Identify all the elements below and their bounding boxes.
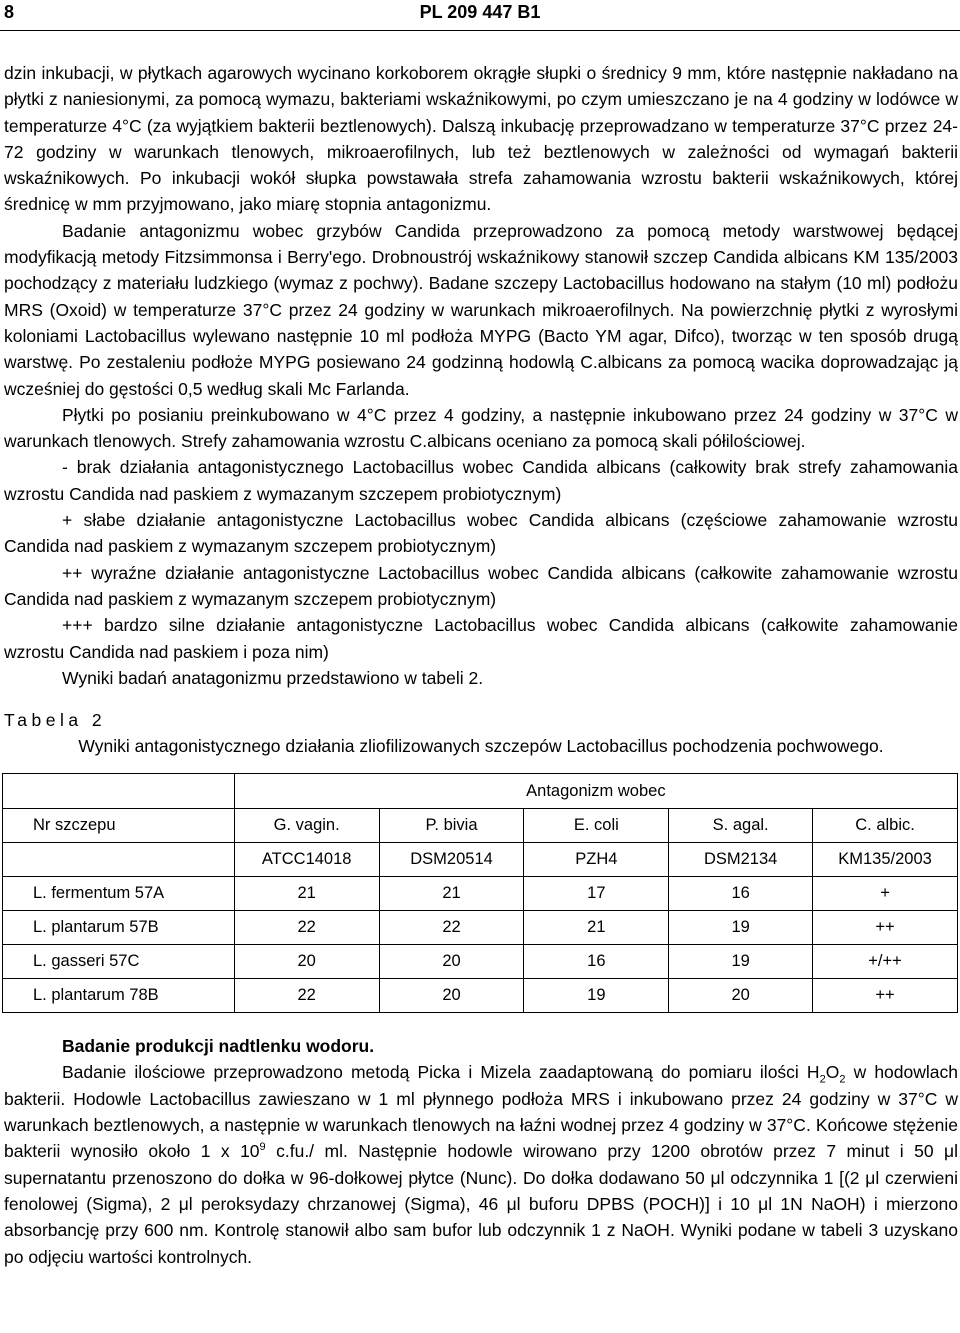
table-cell: 22 [234,979,379,1013]
strain-header: KM135/2003 [813,843,958,877]
table-cell: 17 [524,877,669,911]
text-segment: Badanie ilościowe przeprowadzono metodą Picka i Mizela zaadaptowaną do pomiaru ilości H [62,1062,820,1083]
strain-name: L. fermentum 57A [3,877,235,911]
paragraph-preincubation: Płytki po posianiu preinkubowano w 4°C przez 4 godziny, a następnie inkubowano przez 24 godziny w 37°C w warunkach tlenowych. Strefy zahamowania wzrostu C.albicans oceniano za pomocą skali półilościowej. [4,404,958,452]
table-cell: + [813,877,958,911]
table-group-row [3,774,958,809]
table-cell: 19 [669,911,813,945]
group-header: Antagonizm wobec [234,774,957,809]
table-cell: 16 [669,877,813,911]
strain-header: PZH4 [524,843,669,877]
table-cell: 16 [524,945,669,979]
page-header [0,0,960,31]
table-caption: Wyniki antagonistycznego działania zliofilizowanych szczepów Lactobacillus pochodzenia pochwowego. [78,736,884,757]
table-row [3,979,958,1013]
col-label: Nr szczepu [3,809,235,843]
paragraph-results-ref: Wyniki badań anatagonizmu przedstawiono w tabeli 2. [62,667,484,688]
table-cell: ++ [813,911,958,945]
table-cell: +/++ [813,945,958,979]
subscript: 2 [839,1073,846,1086]
table-cell: 20 [379,979,524,1013]
section-heading: Badanie produkcji nadtlenku wodoru. [62,1036,375,1057]
patent-number: PL 209 447 B1 [419,2,541,22]
page-number: 8 [4,2,15,22]
scale-item-none: - brak działania antagonistycznego Lactobacillus wobec Candida albicans (całkowity brak strefy zahamowania wzrostu Candida nad paskiem z wymazanym szczepem probiotycznym) [4,457,958,504]
table-cell: ++ [813,979,958,1013]
paragraph-incubation: dzin inkubacji, w płytkach agarowych wycinano korkoborem okrągłe słupki o średnicy 9 mm, które następnie nakładano na płytki z naniesionymi, za pomocą wymazu, bakteriami wskaźnikowymi, po czym umieszczano je na 4 godziny w lodówce w temperaturze 4°C (za wyjątkiem bakterii beztlenowych). Dalszą inkubację przeprowadzano w temperaturze 37°C przez 24-72 godziny w warunkach tlenowych, mikroaerofilnych, lub też beztlenowych w zależności od wymagań bakterii wskaźnikowych. Po inkubacji wokół słupka powstawała strefa zahamowania wzrostu bakterii wskaźnikowych, której średnicę w mm przyjmowano, jako miarę stopnia antagonizmu. [4,63,958,215]
table-cell: 21 [234,877,379,911]
organism-header: P. bivia [379,809,524,843]
table-title: Tabela 2 [4,710,107,731]
organism-header: G. vagin. [234,809,379,843]
superscript: 9 [259,1141,266,1154]
table-row [3,877,958,911]
strain-header: ATCC14018 [234,843,379,877]
subscript: 2 [819,1073,826,1086]
table-cell: 21 [524,911,669,945]
strain-name: L. plantarum 78B [3,979,235,1013]
text-segment: w hodowlach bakterii. Hodowle Lactobacillus zawieszano w 1 ml płynnego podłoża MRS i inkubowano przez 24 godziny w 37°C w warunkach beztlenowych, a następnie w warunkach tlenowych na łaźni wodnej przez 4 godziny w 37°C. Końcowe stężenie bakterii wynosiło około 1 x 10 [4,1062,958,1162]
table-corner-cell [3,774,235,809]
results-table [2,773,958,1013]
table-cell: 22 [234,911,379,945]
table-cell: 20 [379,945,524,979]
table-cell: 19 [669,945,813,979]
table-cell: 21 [379,877,524,911]
strain-name: L. gasseri 57C [3,945,235,979]
text-segment: O [825,1062,840,1083]
paragraph-candida-method: Badanie antagonizmu wobec grzybów Candida przeprowadzono za pomocą metody warstwowej będącej modyfikacją metody Fitzsimmonsa i Berry'ego. Drobnoustrój wskaźnikowy stanowił szczep Candida albicans KM 135/2003 pochodzący z materiału ludzkiego (wymaz z pochwy). Badane szczepy Lactobacillus hodowano na stałym (10 ml) podłożu MRS (Oxoid) w temperaturze 37°C przez 24 godziny w warunkach mikroaerofilnych. Na powierzchnię płytki z wyrosłymi koloniami Lactobacillus wylewano następnie 10 ml podłoża MYPG (Bacto YM agar, Difco), tworząc w ten sposób drugą warstwę. Po zestaleniu podłoże MYPG posiewano 24 godzinną hodowlą C.albicans za pomocą wacika doprowadzając ją wcześniej do gęstości 0,5 według skali Mc Farlanda. [4,220,958,399]
table-empty-cell [3,843,235,877]
strain-header: DSM20514 [379,843,524,877]
scale-item-strong: +++ bardzo silne działanie antagonistyczne Lactobacillus wobec Candida albicans (całkowite zahamowanie wzrostu Candida nad paskiem i poza nim) [4,615,958,662]
table-cell: 22 [379,911,524,945]
table-organism-row [3,809,958,843]
organism-header: E. coli [524,809,669,843]
paragraph-h2o2 [4,1059,958,1269]
table-cell: 20 [234,945,379,979]
table-row [3,911,958,945]
table-strain-row [3,843,958,877]
table-row [3,945,958,979]
organism-header: C. albic. [813,809,958,843]
scale-item-weak: + słabe działanie antagonistyczne Lactobacillus wobec Candida albicans (częściowe zahamowanie wzrostu Candida nad paskiem z wymazanym szczepem probiotycznym) [4,510,958,557]
text-segment: c.fu./ ml. Następnie hodowle wirowano przy 1200 obrotów przez 7 minut i 50 μl supernatantu przenoszono do dołka w 96-dołkowej płytce (Nunc). Do dołka dodawano 50 μl odczynnika 1 [(2 μl czerwieni fenolowej (Sigma), 2 μl peroksydazy chrzanowej (Sigma), 46 μl buforu DPBS (POCH)] i 10 μl 1N NaOH) i mierzono absorbancję przy 600 nm. Kontrolę stanowił albo sam bufor lub odczynnik 1 z NaOH. Wyniki podane w tabeli 3 uzyskano po odjęciu wartości kontrolnych. [4,1141,958,1267]
table-cell: 20 [669,979,813,1013]
scale-item-clear: ++ wyraźne działanie antagonistyczne Lactobacillus wobec Candida albicans (całkowite zahamowanie wzrostu Candida nad paskiem z wymazanym szczepem probiotycznym) [4,562,958,609]
document-body [4,60,958,1270]
table-cell: 19 [524,979,669,1013]
organism-header: S. agal. [669,809,813,843]
strain-name: L. plantarum 57B [3,911,235,945]
strain-header: DSM2134 [669,843,813,877]
